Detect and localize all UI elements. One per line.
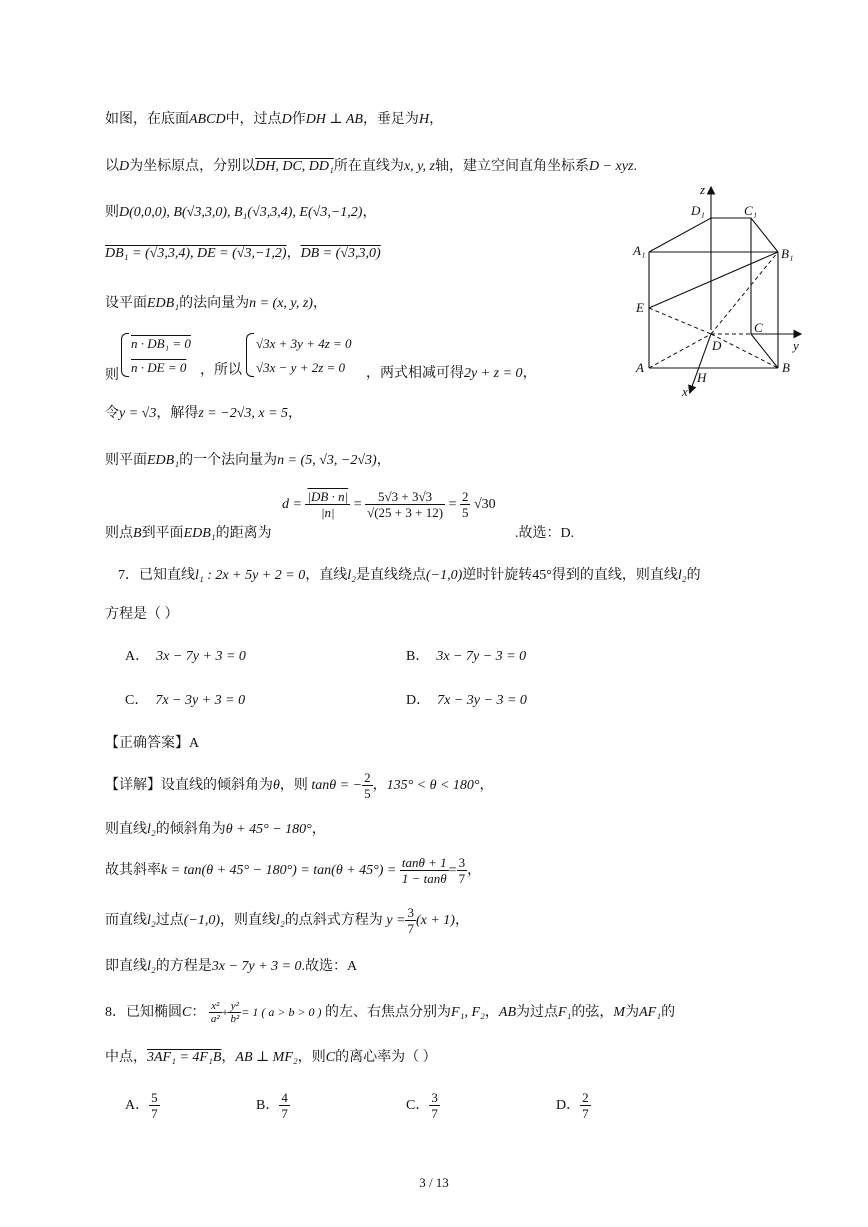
- denominator: |n|: [320, 505, 335, 521]
- text: ，所以: [200, 363, 242, 378]
- system-1: [131, 332, 191, 380]
- label-C: C: [754, 320, 763, 335]
- q8-option-d[interactable]: [556, 1088, 591, 1124]
- denominator: 1 − tanθ: [401, 871, 447, 887]
- option-value: 3x − 7y − 3 = 0: [436, 649, 527, 664]
- math: l₂: [147, 822, 156, 837]
- math-vectors: 3AF₁ = 4F₁B: [147, 1050, 222, 1065]
- math: 2y + z = 0: [464, 366, 523, 381]
- denominator: 5: [364, 786, 371, 802]
- math: AF₁: [639, 1005, 662, 1020]
- math: ABCD: [189, 112, 226, 127]
- text: ，解得: [156, 406, 199, 421]
- equals: =: [448, 497, 457, 512]
- text: 则平面: [105, 453, 147, 468]
- q8-line1: [105, 994, 675, 1031]
- sol6-line9: [105, 524, 272, 544]
- q8-option-b[interactable]: [256, 1088, 290, 1124]
- q7-answer: 【正确答案】A: [105, 736, 200, 751]
- sol6-line7: [105, 404, 302, 424]
- sol6-line3: [105, 203, 376, 223]
- math: d =: [282, 497, 302, 512]
- text: 如图，在底面: [105, 112, 189, 127]
- option-label: C．: [406, 1098, 430, 1113]
- text: ，: [522, 366, 537, 381]
- numerator: x²: [209, 1000, 222, 1013]
- text: 则: [105, 205, 119, 220]
- math: = 1 ( a > b > 0 ): [241, 1005, 322, 1019]
- plus: +: [221, 1005, 229, 1019]
- fraction: [400, 855, 449, 886]
- text: ，则: [279, 778, 308, 793]
- fraction: [362, 770, 373, 801]
- text: ，则: [297, 1050, 326, 1065]
- math: n = (5, √3, −2√3): [277, 453, 377, 468]
- label-D: D: [712, 338, 722, 353]
- distance-formula: [282, 488, 496, 522]
- denominator: 7: [431, 1106, 438, 1122]
- option-label: B．: [406, 649, 430, 664]
- numerator: 2: [582, 1090, 589, 1106]
- math: DH ⊥ AB: [305, 112, 363, 127]
- fraction: [228, 1000, 241, 1025]
- text: 以: [105, 159, 119, 174]
- text: 的弦，: [571, 1005, 614, 1020]
- label-D1: D₁: [691, 203, 705, 218]
- text: ，: [372, 778, 387, 793]
- math: y =: [386, 913, 406, 928]
- text: 则: [105, 368, 119, 383]
- option-label: C．: [125, 693, 149, 708]
- option-label: D．: [406, 693, 431, 708]
- denominator: √(25 + 3 + 12): [367, 505, 444, 521]
- option-value: 7x − 3y + 3 = 0: [155, 693, 246, 708]
- q7-option-c[interactable]: [125, 691, 245, 711]
- text: 轴，建立空间直角坐标系: [435, 159, 589, 174]
- fraction: [429, 1090, 440, 1121]
- math: D − xyz: [589, 159, 634, 174]
- q7-detail-4: [105, 903, 469, 939]
- label-H: H: [697, 370, 707, 385]
- denominator: 7: [151, 1106, 158, 1122]
- text: 的离心率为（ ）: [335, 1050, 437, 1065]
- eq: √3x + 3y + 4z = 0: [256, 336, 352, 351]
- text: ，: [454, 913, 469, 928]
- q8-line2: [105, 1048, 437, 1068]
- sol6-line5: [105, 294, 327, 314]
- text: 中，过点: [225, 112, 282, 127]
- denominator: 7: [407, 921, 414, 937]
- label-B1: B₁: [781, 246, 794, 261]
- option-label: A．: [125, 649, 150, 664]
- text: 的点斜式方程为: [284, 913, 383, 928]
- denominator: 5: [461, 505, 469, 521]
- math-vector: DB = (√3,3,0): [300, 246, 381, 261]
- text: 过点: [155, 913, 184, 928]
- fraction: [279, 1090, 290, 1121]
- fraction: [149, 1090, 160, 1121]
- eq: n · DB₁ = 0: [131, 336, 191, 351]
- math: (x + 1): [415, 913, 455, 928]
- fraction: [305, 489, 350, 520]
- text: ：: [191, 1005, 206, 1020]
- sol6-line1: [105, 110, 443, 130]
- page-number: 3 / 13: [419, 1175, 449, 1190]
- math-vectors: DB₁ = (√3,3,4), DE = (√3,−1,2): [105, 246, 287, 261]
- text: 得到的直线，则直线: [551, 568, 678, 583]
- label-E: E: [636, 300, 644, 315]
- segment-DB1: [711, 252, 778, 334]
- text: .故选：A: [301, 959, 358, 974]
- label-y: y: [793, 338, 799, 353]
- math: M: [613, 1005, 626, 1020]
- q7-detail-3: [105, 853, 481, 889]
- math: EDB₁: [147, 296, 180, 311]
- fraction: [580, 1090, 591, 1121]
- math: θ: [273, 778, 280, 793]
- math: AB: [498, 1005, 516, 1020]
- math: n = (x, y, z): [249, 296, 313, 311]
- text: 到平面: [141, 526, 184, 541]
- text: 的倾斜角为: [155, 822, 226, 837]
- q7-option-a[interactable]: [125, 647, 246, 667]
- text: ，: [429, 112, 444, 127]
- label-x: x: [682, 384, 688, 399]
- math: tanθ = −: [311, 778, 363, 793]
- text: 的距离为: [215, 526, 272, 541]
- text: 所在直线为: [333, 159, 404, 174]
- math: z = −2√3, x = 5: [198, 406, 289, 421]
- label-C1: C₁: [744, 203, 758, 218]
- text: 为: [625, 1005, 640, 1020]
- math: H: [418, 112, 430, 127]
- math: F₁: [558, 1005, 572, 1020]
- edge-CB: [751, 334, 778, 368]
- text: 的: [686, 568, 701, 583]
- option-value: 3x − 7y + 3 = 0: [156, 649, 246, 664]
- math: D: [119, 159, 130, 174]
- q7-option-b[interactable]: [406, 647, 526, 667]
- fraction: [365, 489, 445, 520]
- fraction: [209, 1000, 222, 1025]
- sol6-line8: [105, 451, 391, 471]
- sol6-sys-tail: [366, 364, 537, 384]
- text: 令: [105, 406, 119, 421]
- math: B: [133, 526, 142, 541]
- math: k = tan(θ + 45° − 180°) = tan(θ + 45°) =: [161, 863, 397, 878]
- text: ，则直线: [220, 913, 277, 928]
- math: x, y, z: [403, 159, 435, 174]
- math: 135° < θ < 180°: [386, 778, 480, 793]
- numerator: 5√3 + 3√3: [365, 489, 445, 505]
- math: (−1,0): [425, 568, 463, 583]
- math: C: [182, 1005, 192, 1020]
- edge-AD: [649, 334, 711, 368]
- numerator: y²: [228, 1000, 241, 1013]
- text: ，: [484, 1005, 499, 1020]
- denominator: 7: [582, 1106, 589, 1122]
- cuboid-figure: [633, 180, 820, 405]
- text: ，: [288, 406, 303, 421]
- label-A: A: [636, 360, 644, 375]
- denominator: b²: [230, 1013, 240, 1026]
- numerator: 2: [364, 770, 371, 786]
- q7-option-d[interactable]: [406, 691, 527, 711]
- text: 的方程是: [155, 959, 212, 974]
- math-coords: D(0,0,0), B(√3,3,0), B₁(√3,3,4), E(√3,−1,2): [119, 205, 363, 220]
- fraction: [457, 855, 468, 886]
- q7-detail-2: [105, 820, 326, 840]
- text: ，直线: [305, 568, 348, 583]
- numerator: 4: [281, 1090, 288, 1106]
- sol6-line4: [105, 244, 381, 264]
- text: ，两式相减可得: [366, 366, 464, 381]
- system-2: [256, 332, 352, 380]
- text: ，: [467, 863, 482, 878]
- numerator: 2: [461, 489, 469, 505]
- eq: √3x − y + 2z = 0: [256, 360, 346, 375]
- math: l₂: [276, 913, 285, 928]
- math: l₂: [347, 568, 356, 583]
- text: 作: [291, 112, 306, 127]
- numerator: 3: [407, 905, 414, 921]
- top-back-edges: [649, 218, 778, 252]
- label-z: z: [700, 182, 706, 197]
- option-value: 7x − 3y − 3 = 0: [437, 693, 527, 708]
- math: l₂: [147, 913, 156, 928]
- eq: n · DE = 0: [131, 360, 187, 375]
- text: ，: [376, 453, 391, 468]
- text: 中点，: [105, 1050, 147, 1065]
- q8-option-a[interactable]: [125, 1088, 160, 1124]
- math: EDB₁: [183, 526, 216, 541]
- text: 设平面: [105, 296, 147, 311]
- text: 8．已知椭圆: [105, 1005, 182, 1020]
- text: 是直线绕点: [355, 568, 426, 583]
- numerator: 5: [151, 1090, 158, 1106]
- text: 则点: [105, 526, 133, 541]
- equals: =: [448, 863, 457, 878]
- fraction: [460, 489, 471, 520]
- option-label: D．: [556, 1098, 581, 1113]
- numerator: |DB · n|: [307, 489, 349, 505]
- numerator: 3: [458, 855, 466, 871]
- math: 3x − 7y + 3 = 0: [211, 959, 302, 974]
- math-vectors: DH, DC, DD₁: [255, 159, 334, 174]
- label-A1: A₁: [633, 243, 646, 258]
- q7-line1: [118, 566, 701, 586]
- segment-EB1: [649, 252, 778, 308]
- q7-line2: 方程是（ ）: [105, 607, 179, 622]
- text: ，: [311, 822, 326, 837]
- text: ，: [286, 246, 301, 261]
- q8-option-c[interactable]: [406, 1088, 440, 1124]
- equals: =: [353, 497, 362, 512]
- label-B: B: [782, 360, 790, 375]
- math: l₂: [677, 568, 687, 583]
- math: (−1,0): [183, 913, 221, 928]
- math: EDB₁: [147, 453, 180, 468]
- text: 逆时针旋转: [462, 568, 533, 583]
- text: 7．已知直线: [118, 568, 195, 583]
- denominator: 7: [281, 1106, 288, 1122]
- text: 的左、右焦点分别为: [325, 1005, 452, 1020]
- text: 的法向量为: [179, 296, 250, 311]
- text: 即直线: [105, 959, 147, 974]
- text: 故其斜率: [105, 863, 161, 878]
- sol6-line2: [105, 157, 637, 177]
- math: AB ⊥ MF₂: [235, 1050, 298, 1065]
- text: ，: [479, 778, 494, 793]
- text: ，: [221, 1050, 236, 1065]
- text: ，: [312, 296, 327, 311]
- math: l₂: [147, 959, 156, 974]
- option-label: B．: [256, 1098, 280, 1113]
- text: .故选：D.: [515, 526, 575, 541]
- radical: √30: [473, 497, 496, 512]
- option-label: A．: [125, 1098, 150, 1113]
- text: 为过点: [516, 1005, 558, 1020]
- brace-left: [121, 333, 129, 377]
- text: 则直线: [105, 822, 147, 837]
- math: F₁, F₂: [451, 1005, 485, 1020]
- fraction: [405, 905, 416, 936]
- text: 而直线: [105, 913, 147, 928]
- text: 的: [661, 1005, 676, 1020]
- numerator: tanθ + 1: [401, 855, 447, 871]
- q7-detail-1: [105, 768, 494, 804]
- math: D: [281, 112, 292, 127]
- math: C: [325, 1050, 336, 1065]
- segment-ED: [649, 308, 711, 334]
- text: 的一个法向量为: [179, 453, 278, 468]
- q7-detail-5: [105, 957, 357, 977]
- text: .: [633, 159, 637, 174]
- brace-left: [246, 333, 254, 377]
- numerator: 3: [431, 1090, 438, 1106]
- text: ，: [362, 205, 377, 220]
- math: y = √3: [119, 406, 157, 421]
- denominator: a²: [210, 1013, 220, 1026]
- math: 45°: [532, 568, 552, 583]
- denominator: 7: [458, 871, 466, 887]
- math: l₁ : 2x + 5y + 2 = 0: [195, 568, 306, 583]
- text: 【详解】设直线的倾斜角为: [105, 778, 273, 793]
- text: 为坐标原点，分别以: [129, 159, 256, 174]
- math: θ + 45° − 180°: [225, 822, 312, 837]
- text: ，垂足为: [362, 112, 419, 127]
